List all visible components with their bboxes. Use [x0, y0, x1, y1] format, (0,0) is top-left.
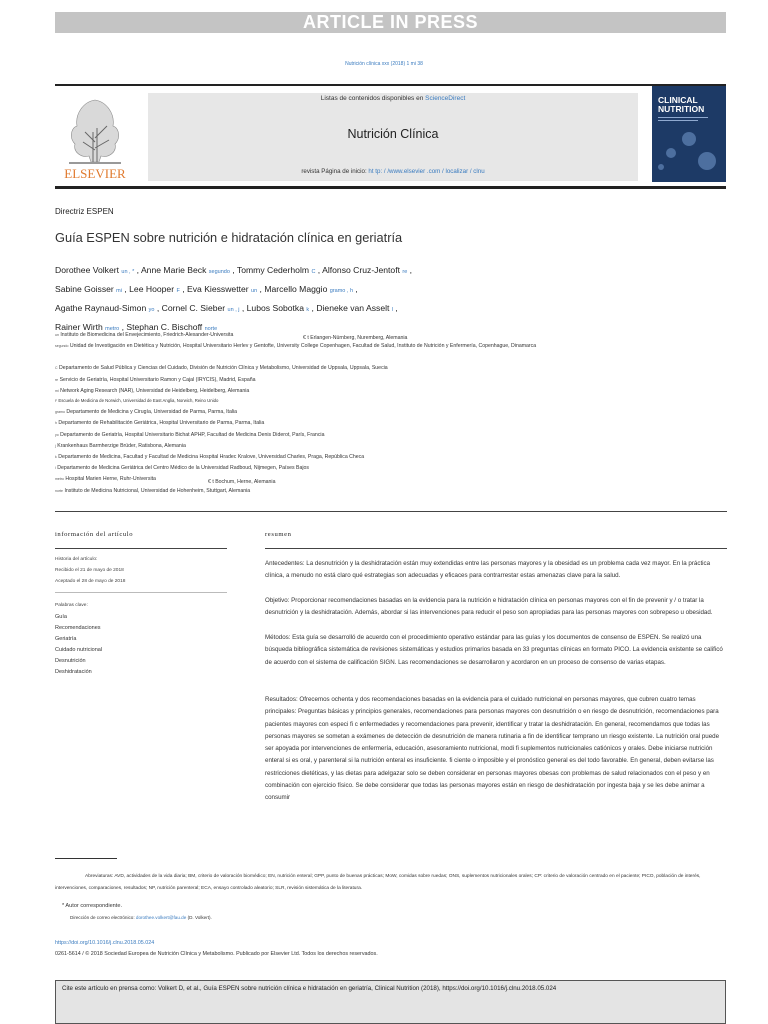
affiliation: l Departamento de Medicina Geriátrica del Centro Médico de la Universidad Radboud, Nijmegen, Países Bajos	[55, 465, 309, 471]
homepage-link[interactable]: ht tp: / /www.elsevier .com / localizar / clnu	[368, 168, 485, 175]
cover-rule	[658, 120, 698, 121]
article-in-press-banner: ARTICLE IN PRESS	[55, 12, 726, 33]
keyword: Guía	[55, 614, 67, 620]
cover-title-1: CLINICAL	[658, 95, 698, 105]
affiliation: F Escuela de Medicina de Norwich, Universidad de East Anglia, Norwich, Reino Unido	[55, 398, 219, 403]
affiliation: norte Instituto de Medicina Nutricional, Universidad de Hohenheim, Stuttgart, Alemania	[55, 488, 251, 494]
author[interactable]: Lubos Sobotka k	[246, 303, 310, 313]
cover-title-2: NUTRITION	[658, 104, 705, 114]
journal-citation-link[interactable]: Nutrición clínica xxx (2018) 1 mi 38	[345, 61, 423, 67]
article-title: Guía ESPEN sobre nutrición e hidratación clínica en geriatría	[55, 230, 403, 245]
affiliation: segundo Unidad de Investigación en Dietética y Nutrición, Hospital Universitario Herlev y Gentofte, University College Copenhagen, Facultad de Salud, Instituto de Nutrición y Enfermería, Copenhague, Dinamarca	[55, 343, 537, 349]
abbreviations-footnote: Abreviaturas: AVD, actividades de la vida diaria; BM, criterio de valoración biomédico; EN, nutrición enteral; GPP, punto de buenas prácticas; MoW, comidas sobre ruedas; ONS, suplementos nutricionales orales; CP: criterio de valoración centrado en el paciente; PICO, población de interés, intervenciones, comparaciones, resultados; NP, nutrición parenteral; ECA, ensayo controlado aleatorio; SLR, revisión sistemática de la literatura.	[55, 874, 701, 891]
keywords-label: Palabras clave:	[55, 603, 88, 608]
author[interactable]: Anne Marie Beck segundo	[140, 265, 230, 275]
footnote-rule	[55, 858, 117, 859]
affiliation: h Departamento de Rehabilitación Geriátrica, Hospital Universitario de Parma, Parma, Italia	[55, 420, 265, 426]
affiliation-continuation: € t Erlangen-Nürnberg, Nuremberg, Alemania	[303, 335, 408, 341]
affiliation: j Krankenhaus Barmherzige Brüder, Ratisbona, Alemania	[55, 443, 186, 449]
article-info-rule	[55, 592, 227, 593]
article-info-heading: información del artículo	[55, 531, 134, 538]
article-info-rule	[55, 548, 227, 549]
article-type-label: Directriz ESPEN	[55, 207, 114, 216]
affiliation: k Departamento de Medicina, Facultad y Facultad de Medicina Hospital Hradec Kralove, Universidad Charles, Praga, República Checa	[55, 454, 365, 460]
abstract-methods: Métodos: Esta guía se desarrolló de acuerdo con el procedimiento operativo estándar para las guías y los documentos de consenso de ESPEN. Se realizó una búsqueda bibliográfica sistemática de revisiones sistemáticas y estudios primarios basada en 33 preguntas clínicas en formato PICO. La evidencia existente se calificó de acuerdo con el sistema de calificación SIGN. Las recomendaciones se desarrollaron y acordaron en un proceso de consenso de varias etapas.	[265, 634, 723, 666]
abstract-rule	[265, 548, 727, 549]
header-bottom-rule	[55, 186, 726, 189]
abstract-results: Resultados: Ofrecemos ochenta y dos recomendaciones basadas en la evidencia para el cuidado nutricional en personas mayores, que cubren cuatro temas principales: Preguntas básicas y principios generales, recomendaciones para personas mayores con desnutrición o en riesgo de desnutrición, recomendaciones para pacientes mayores con especi fi c enfermedades y recomendaciones para prevenir, identificar y tratar la deshidratación. En general, recomendamos que todas las personas mayores se sometan a exámenes de detección de desnutrición de manera rutinaria a fin de identificar temprano un riesgo existente. La nutrición oral puede ser apoyada por intervenciones de enfermería, educación, asesoramiento nutricional, modi fi suplementos nutricionales catiónicos y orales. Debe iniciarse nutrición enteral si es oral, y parenteral si la nutrición enteral es insuficiente. fi ciente o imposible y el pronóstico general es del todo favorable. En general, deben evitarse las restricciones dietéticas, y las dietas para adelgazar solo se deben considerar en personas mayores obesas con problemas de salud relacionados con el peso y en combinación con ejercicio físico. Se debe considerar que todas las personas mayores están en riesgo de deshidratación por ingesta baja y se les debe animar a consumir	[265, 696, 720, 802]
author[interactable]: Tommy Cederholm C	[236, 265, 316, 275]
author[interactable]: Dorothee Volkert un , *	[55, 265, 135, 275]
affiliation: un Instituto de Biomedicina del Envejecimiento, Friedrich-Alexander-Universita	[55, 332, 234, 338]
cover-drop	[682, 132, 696, 146]
history-label: Historia del artículo:	[55, 557, 98, 562]
author[interactable]: Dieneke van Asselt l	[316, 303, 394, 313]
author[interactable]: Cornel C. Sieber un , j	[161, 303, 240, 313]
author-email-link[interactable]: dorothee.volkert@fau.de	[135, 915, 187, 920]
abstract-heading: resumen	[265, 531, 292, 538]
contents-line	[148, 95, 638, 102]
author[interactable]: Lee Hooper F	[129, 284, 180, 294]
keyword: Desnutrición	[55, 658, 86, 664]
author[interactable]: Sabine Goisser mi	[55, 284, 122, 294]
section-divider	[55, 511, 727, 512]
contents-prefix: Listas de contenidos disponibles en	[320, 95, 424, 102]
abstract-background: Antecedentes: La desnutrición y la deshidratación están muy extendidas entre las personas mayores y la obesidad es un problema cada vez mayor. En la práctica clínica, a menudo no está claro qué estrategias son adecuadas y eficaces para contrarrestar estas amenazas clave para la salud.	[265, 560, 711, 580]
journal-cover-image	[652, 86, 726, 182]
keyword: Recomendaciones	[55, 625, 101, 631]
author[interactable]: Alfonso Cruz-Jentoft re	[322, 265, 408, 275]
sciencedirect-link[interactable]: ScienceDirect	[425, 95, 466, 102]
keyword: Geriatría	[55, 636, 77, 642]
received-date: Recibido el 21 de mayo de 2018	[55, 568, 124, 573]
author[interactable]: Stephan C. Bischoff norte	[126, 322, 218, 332]
affiliation: mi Network Aging Research (NAR), Universidad de Heidelberg, Heidelberg, Alemania	[55, 388, 250, 394]
cover-drop	[658, 164, 664, 170]
affiliation: re Servicio de Geriatría, Hospital Universitario Ramon y Cajal (IRYCIS), Madrid, España	[55, 377, 256, 383]
doi-link[interactable]: https://doi.org/10.1016/j.clnu.2018.05.024	[55, 940, 155, 946]
copyright-line: 0261-5614 / © 2018 Sociedad Europea de Nutrición Clínica y Metabolismo. Publicado por Elsevier Ltd. Todos los derechos reservados.	[55, 951, 378, 957]
affiliation-continuation: € t Bochum, Herne, Alemania	[208, 479, 276, 485]
cover-drop	[698, 152, 716, 170]
cite-this-article-text: Cite este artículo en prensa como: Volkert D, et al., Guía ESPEN sobre nutrición clínica e hidratación en geriatría, Clinical Nutrition (2018), https://doi.org/10.1016/j.clnu.2018.05.024	[62, 985, 557, 992]
cover-drop	[666, 148, 676, 158]
corresponding-author-note: * Autor correspondiente.	[62, 903, 123, 909]
author-list: Dorothee Volkert un , * , Anne Marie Beck segundo , Tommy Cederholm C , Alfonso Cruz-Jentoft re , Sabine Goisser mi , Lee Hooper F , Eva Kiesswetter un , Marcello Maggio gramo , h , Agathe Raynaud-Simon yo , Cornel C. Sieber un , j , Lubos Sobotka k , Dieneke van Asselt l , Rainer Wirth metro , Stephan C. Bischoff norte	[55, 265, 413, 332]
author[interactable]: Agathe Raynaud-Simon yo	[55, 303, 155, 313]
keyword: Cuidado nutricional	[55, 647, 103, 653]
affiliation: gramo Departamento de Medicina y Cirugía, Universidad de Parma, Parma, Italia	[55, 409, 238, 415]
elsevier-wordmark: ELSEVIER	[64, 166, 126, 181]
author[interactable]: Rainer Wirth metro	[55, 322, 120, 332]
affiliation: metro Hospital Marien Herne, Ruhr-Universita	[55, 476, 156, 482]
author[interactable]: Eva Kiesswetter un	[187, 284, 258, 294]
homepage-prefix: revista Página de inicio:	[301, 168, 367, 175]
accepted-date: Aceptado el 28 de mayo de 2018	[55, 579, 126, 584]
cover-rule	[658, 117, 708, 118]
abstract-objective: Objetivo: Proporcionar recomendaciones basadas en la evidencia para la nutrición e hidratación clínica en personas mayores con el fin de prevenir y / o tratar la desnutrición y la deshidratación. Además, abordar si las intervenciones para reducir el peso son apropiadas para las personas mayores con sobrepeso u obesidad.	[265, 597, 713, 617]
affiliation: C Departamento de Salud Pública y Ciencias del Cuidado, División de Nutrición Clínica y Metabolismo, Universidad de Uppsala, Uppsala, Suecia	[55, 365, 388, 371]
email-footnote: Dirección de correo electrónico: dorothee.volkert@fau.de (D. Volkert).	[70, 915, 212, 920]
author[interactable]: Marcello Maggio gramo , h	[264, 284, 353, 294]
journal-title: Nutrición Clínica	[347, 127, 439, 141]
homepage-line	[148, 168, 638, 175]
elsevier-logo	[55, 92, 135, 182]
header-top-rule	[55, 84, 726, 86]
affiliation: yo Departamento de Geriatría, Hospital Universitario Bichat APHP, Facultad de Medicina Denis Diderot, París, Francia	[55, 432, 325, 438]
keyword: Deshidratación	[55, 669, 92, 675]
